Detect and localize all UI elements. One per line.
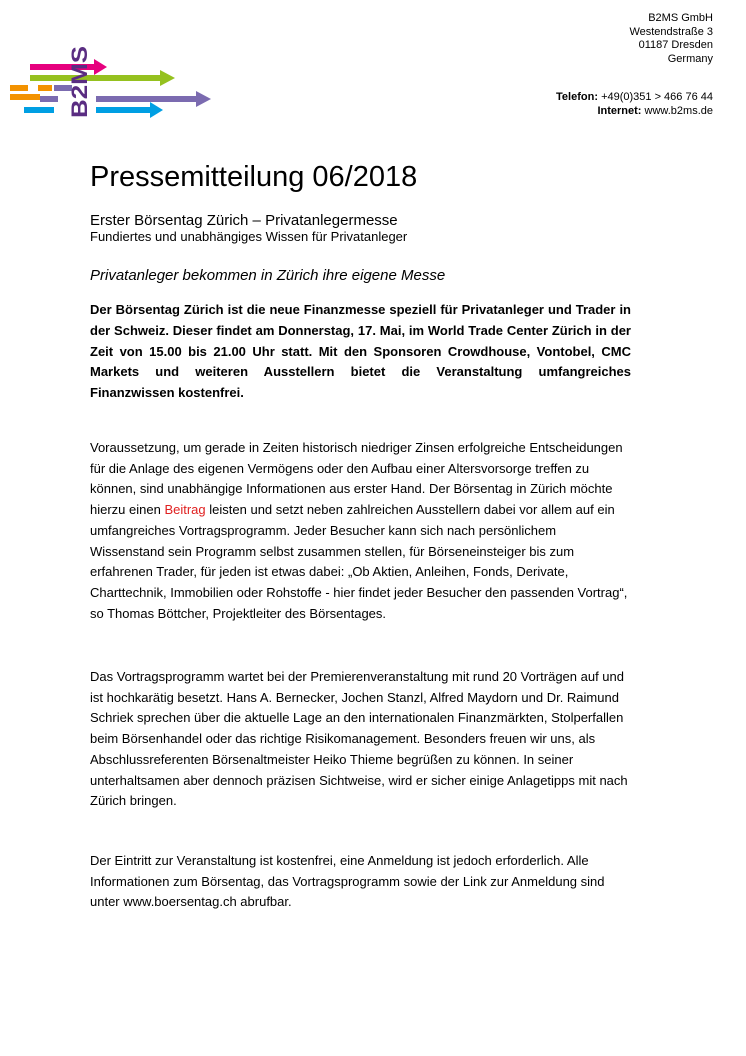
b2ms-logo xyxy=(10,44,215,118)
phone-line xyxy=(556,91,713,105)
address-line: B2MS GmbH xyxy=(648,12,713,24)
logo-bars xyxy=(10,59,211,118)
body-paragraph-2: Das Vortragsprogramm wartet bei der Premierenveranstaltung mit rund 20 Vorträgen auf und ist hochkarätig besetzt. Hans A. Bernecker, Jochen Stanzl, Alfred Maydorn und Dr. Raimund Schriek sprechen über die aktuelle Lage an den internationalen Finanzmärkten, Stolperfallen beim Börsenhandel oder das richtige Risikomanagement. Besonders freuen wir uns, als Abschlussreferenten Börsenaltmeister Heiko Thieme begrüßen zu können. In seiner unterhaltsamen aber dennoch präzisen Sichtweise, wird er sicher einige Anlagetipps mit nach Zürich bringen. xyxy=(90,669,628,809)
paragraph-text: Voraussetzung, um gerade in Zeiten historisch niedriger Zinsen erfolgreiche Entscheidungen für die Anlage des eigenen Vermögens oder den Aufbau einer Altersvorsorge treffen zu können, sind unabhängige Informationen aus erster Hand. Der Börsentag in Zürich möchte hierzu einen xyxy=(90,440,623,518)
internet-link[interactable]: www.b2ms.de xyxy=(644,104,713,117)
internet-label: Internet: xyxy=(597,104,642,117)
lead-headline: Privatanleger bekommen in Zürich ihre eigene Messe xyxy=(90,267,446,284)
body-paragraph-1 xyxy=(90,438,631,624)
address-line: Germany xyxy=(667,52,713,65)
phone-value: +49(0)351 > 466 76 44 xyxy=(601,91,713,103)
body-paragraph-3: Der Eintritt zur Veranstaltung ist kostenfrei, eine Anmeldung ist jedoch erforderlich. Alle Informationen zum Börsentag, das Vortragsprogramm sowie der Link zur Anmeldung sind unter www.boersentag.ch abrufbar. xyxy=(90,853,605,910)
subtitle: Erster Börsentag Zürich – Privatanlegermesse xyxy=(90,212,398,229)
address-line: 01187 Dresden xyxy=(638,39,713,51)
internet-line xyxy=(556,105,713,119)
page-title: Pressemitteilung 06/2018 xyxy=(90,161,418,193)
company-address xyxy=(629,12,713,66)
highlighted-word: Beitrag xyxy=(164,502,206,518)
address-line: Westendstraße 3 xyxy=(629,25,713,38)
phone-label: Telefon: xyxy=(556,91,598,103)
subline: Fundiertes und unabhängiges Wissen für Privatanleger xyxy=(90,229,408,244)
paragraph-text: leisten und setzt neben zahlreichen Ausstellern dabei vor allem auf ein umfangreiches Vortragsprogramm. Jeder Besucher kann sich nach persönlichem Wissenstand sein Programm selbst zusammen stellen, für Börseneinsteiger bis zum erfahrenen Trader, für jeden ist etwas dabei: „Ob Aktien, Anleihen, Fonds, Derivate, Charttechnik, Immobilien oder Rohstoffe - hier findet jeder Besucher den passenden Vortrag“, so Thomas Böttcher, Projektleiter des Börsentages. xyxy=(90,502,628,621)
intro-paragraph: Der Börsentag Zürich ist die neue Finanzmesse speziell für Privatanleger und Trader in der Schweiz. Dieser findet am Donnerstag, 17. Mai, im World Trade Center Zürich in der Zeit von 15.00 bis 21.00 Uhr statt. Mit den Sponsoren Crowdhouse, Vontobel, CMC Markets und weiteren Ausstellern bietet die Veranstaltung umfangreiches Finanzwissen kostenfrei. xyxy=(90,302,631,401)
company-contact xyxy=(556,91,713,118)
logo-wordmark: B2MS xyxy=(67,56,92,118)
